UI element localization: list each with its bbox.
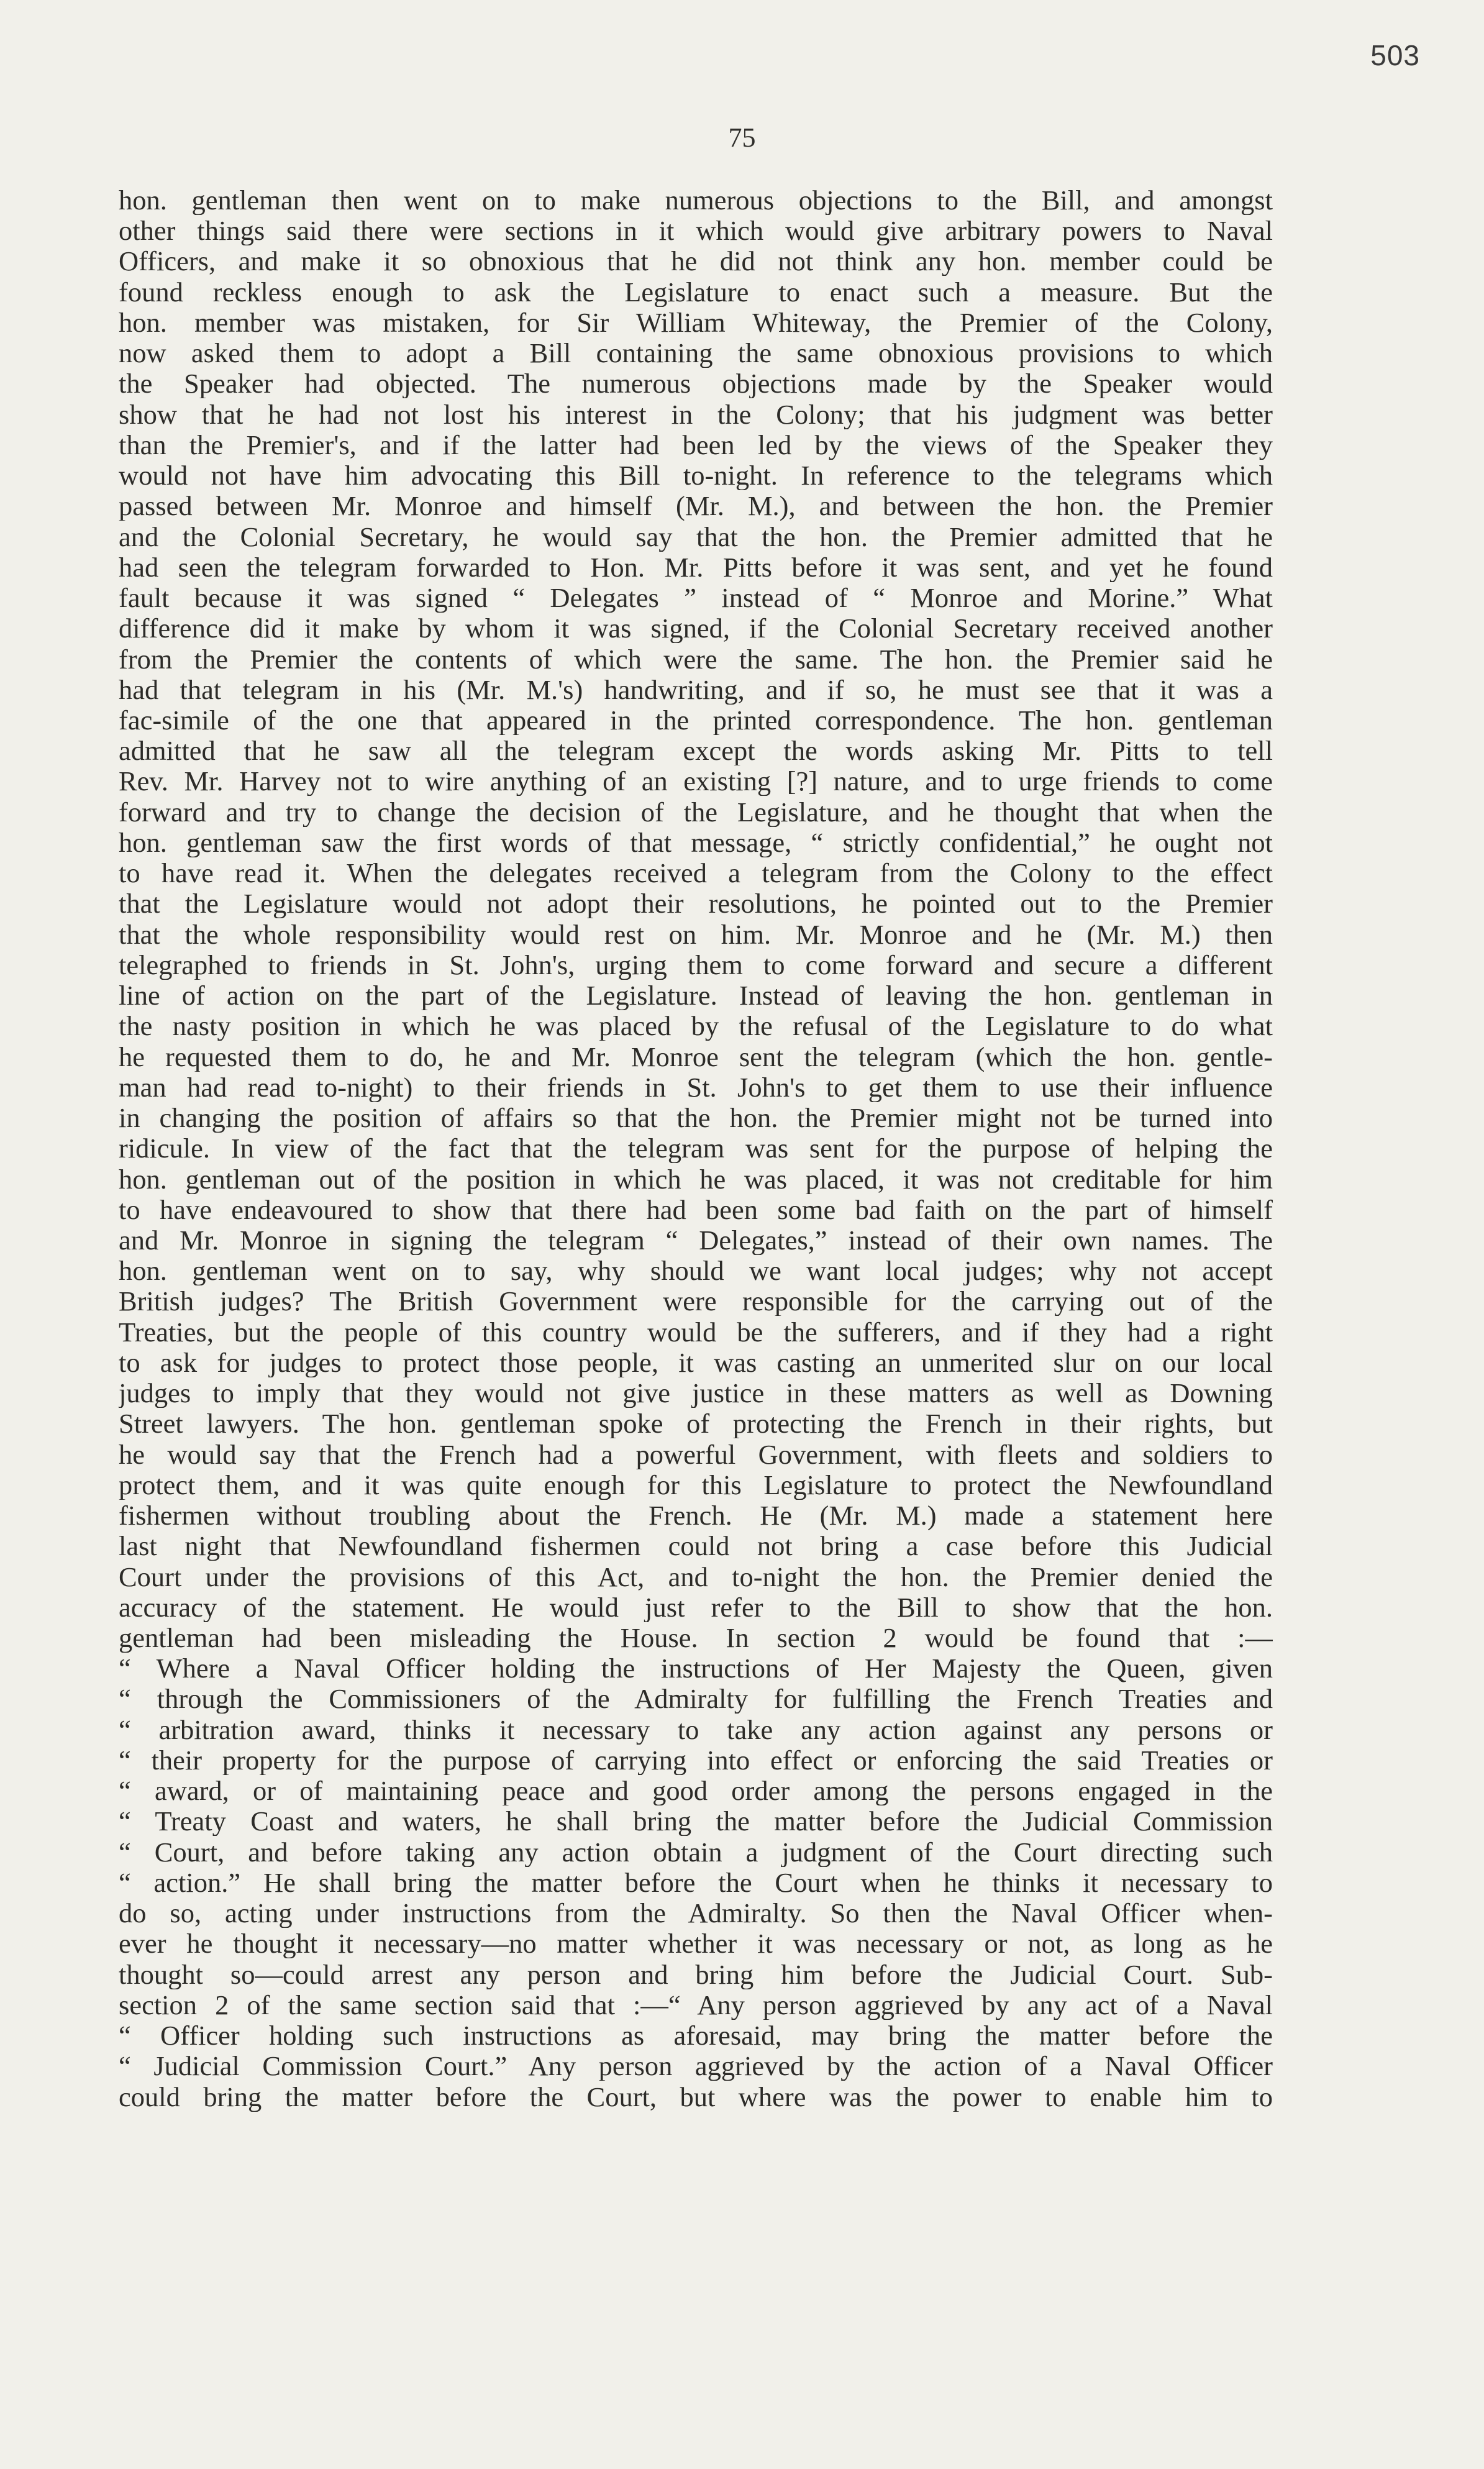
text-line: hon. gentleman saw the first words of that message, “ strictly confidential,” he ought not [119, 827, 1273, 857]
text-line: than the Premier's, and if the latter had been led by the views of the Speaker they [119, 429, 1273, 460]
text-line: fishermen without troubling about the French. He (Mr. M.) made a statement here [119, 1500, 1273, 1531]
text-line [119, 2112, 1273, 2142]
text-line: he requested them to do, he and Mr. Monroe sent the telegram (which the hon. gentle- [119, 1041, 1273, 1072]
text-line: Court under the provisions of this Act, and to-night the hon. the Premier denied the [119, 1561, 1273, 1592]
text-line: hon. gentleman then went on to make numerous objections to the Bill, and amongst [119, 185, 1273, 215]
text-line: Officers, and make it so obnoxious that he did not think any hon. member could be [119, 246, 1273, 276]
text-line: had seen the telegram forwarded to Hon. Mr. Pitts before it was sent, and yet he found [119, 552, 1273, 582]
text-line: British judges? The British Government were responsible for the carrying out of the [119, 1286, 1273, 1317]
text-line: the Speaker had objected. The numerous objections made by the Speaker would [119, 368, 1273, 399]
text-line: “ arbitration award, thinks it necessary to take any action against any persons or [119, 1714, 1273, 1745]
text-line: Treaties, but the people of this country would be the sufferers, and if they had a right [119, 1317, 1273, 1347]
text-line: difference did it make by whom it was signed, if the Colonial Secretary received another [119, 613, 1273, 644]
text-line: fault because it was signed “ Delegates ” instead of “ Monroe and Morine.” What [119, 583, 1273, 613]
text-line: show that he had not lost his interest in the Colony; that his judgment was better [119, 399, 1273, 429]
body-text [119, 185, 1273, 2142]
text-line: judges to imply that they would not give justice in these matters as well as Downing [119, 1378, 1273, 1408]
text-line: hon. member was mistaken, for Sir William Whiteway, the Premier of the Colony, [119, 307, 1273, 337]
text-line: line of action on the part of the Legislature. Instead of leaving the hon. gentleman in [119, 980, 1273, 1011]
text-line: “ Officer holding such instructions as aforesaid, may bring the matter before the [119, 2020, 1273, 2051]
text-line: protect them, and it was quite enough for this Legislature to protect the Newfoundland [119, 1469, 1273, 1500]
text-line: the nasty position in which he was placed by the refusal of the Legislature to do what [119, 1011, 1273, 1041]
page-number: 75 [728, 122, 756, 153]
text-line: “ Where a Naval Officer holding the instructions of Her Majesty the Queen, given [119, 1653, 1273, 1684]
text-line: do so, acting under instructions from the Admiralty. So then the Naval Officer when- [119, 1898, 1273, 1928]
text-line: to have endeavoured to show that there had been some bad faith on the part of himself [119, 1194, 1273, 1225]
text-line: “ Court, and before taking any action obtain a judgment of the Court directing such [119, 1837, 1273, 1867]
text-line: “ Judicial Commission Court.” Any person aggrieved by the action of a Naval Officer [119, 2051, 1273, 2081]
text-line: now asked them to adopt a Bill containing the same obnoxious provisions to which [119, 338, 1273, 368]
text-line: Rev. Mr. Harvey not to wire anything of an existing [?] nature, and to urge friends to come [119, 766, 1273, 796]
text-line: “ through the Commissioners of the Admiralty for fulfilling the French Treaties and [119, 1684, 1273, 1714]
text-line: to ask for judges to protect those people, it was casting an unmerited slur on our local [119, 1347, 1273, 1377]
text-line: “ their property for the purpose of carrying into effect or enforcing the said Treaties or [119, 1745, 1273, 1775]
text-line: man had read to-night) to their friends in St. John's to get them to use their influence [119, 1072, 1273, 1102]
text-line: “ Treaty Coast and waters, he shall bring the matter before the Judicial Commission [119, 1806, 1273, 1837]
text-line: gentleman had been misleading the House. In section 2 would be found that :— [119, 1623, 1273, 1653]
archive-page-number: 503 [1370, 39, 1420, 71]
text-line: section 2 of the same section said that :—“ Any person aggrieved by any act of a Naval [119, 1989, 1273, 2020]
text-line: Street lawyers. The hon. gentleman spoke of protecting the French in their rights, but [119, 1408, 1273, 1439]
text-line: “ award, or of maintaining peace and good order among the persons engaged in the [119, 1776, 1273, 1806]
text-line: that the whole responsibility would rest on him. Mr. Monroe and he (Mr. M.) then [119, 919, 1273, 949]
text-line: from the Premier the contents of which were the same. The hon. the Premier said he [119, 644, 1273, 674]
text-line: he would say that the French had a powerful Government, with fleets and soldiers to [119, 1439, 1273, 1469]
text-line: passed between Mr. Monroe and himself (Mr. M.), and between the hon. the Premier [119, 491, 1273, 521]
text-line: accuracy of the statement. He would just refer to the Bill to show that the hon. [119, 1592, 1273, 1622]
text-line: other things said there were sections in it which would give arbitrary powers to Naval [119, 216, 1273, 246]
text-line: fac-simile of the one that appeared in the printed correspondence. The hon. gentleman [119, 705, 1273, 735]
text-line: and the Colonial Secretary, he would say that the hon. the Premier admitted that he [119, 521, 1273, 552]
text-line: hon. gentleman went on to say, why should we want local judges; why not accept [119, 1256, 1273, 1286]
text-line: ridicule. In view of the fact that the telegram was sent for the purpose of helping the [119, 1133, 1273, 1164]
text-line: that the Legislature would not adopt their resolutions, he pointed out to the Premier [119, 888, 1273, 919]
text-line: and Mr. Monroe in signing the telegram “ Delegates,” instead of their own names. The [119, 1225, 1273, 1255]
text-line: could bring the matter before the Court, but where was the power to enable him to [119, 2081, 1273, 2112]
text-line: had that telegram in his (Mr. M.'s) handwriting, and if so, he must see that it was a [119, 674, 1273, 705]
text-line: telegraphed to friends in St. John's, urging them to come forward and secure a different [119, 949, 1273, 980]
text-line: ever he thought it necessary—no matter whether it was necessary or not, as long as he [119, 1928, 1273, 1959]
text-line: last night that Newfoundland fishermen could not bring a case before this Judicial [119, 1531, 1273, 1561]
text-line: thought so—could arrest any person and bring him before the Judicial Court. Sub- [119, 1959, 1273, 1989]
text-line: “ action.” He shall bring the matter before the Court when he thinks it necessary to [119, 1867, 1273, 1897]
text-line: would not have him advocating this Bill to-night. In reference to the telegrams which [119, 460, 1273, 491]
text-line: forward and try to change the decision of the Legislature, and he thought that when the [119, 796, 1273, 827]
text-line: in changing the position of affairs so that the hon. the Premier might not be turned into [119, 1103, 1273, 1133]
text-line: found reckless enough to ask the Legislature to enact such a measure. But the [119, 276, 1273, 307]
text-line: admitted that he saw all the telegram except the words asking Mr. Pitts to tell [119, 736, 1273, 766]
text-line: hon. gentleman out of the position in which he was placed, it was not creditable for him [119, 1164, 1273, 1194]
text-line: to have read it. When the delegates received a telegram from the Colony to the effect [119, 858, 1273, 888]
